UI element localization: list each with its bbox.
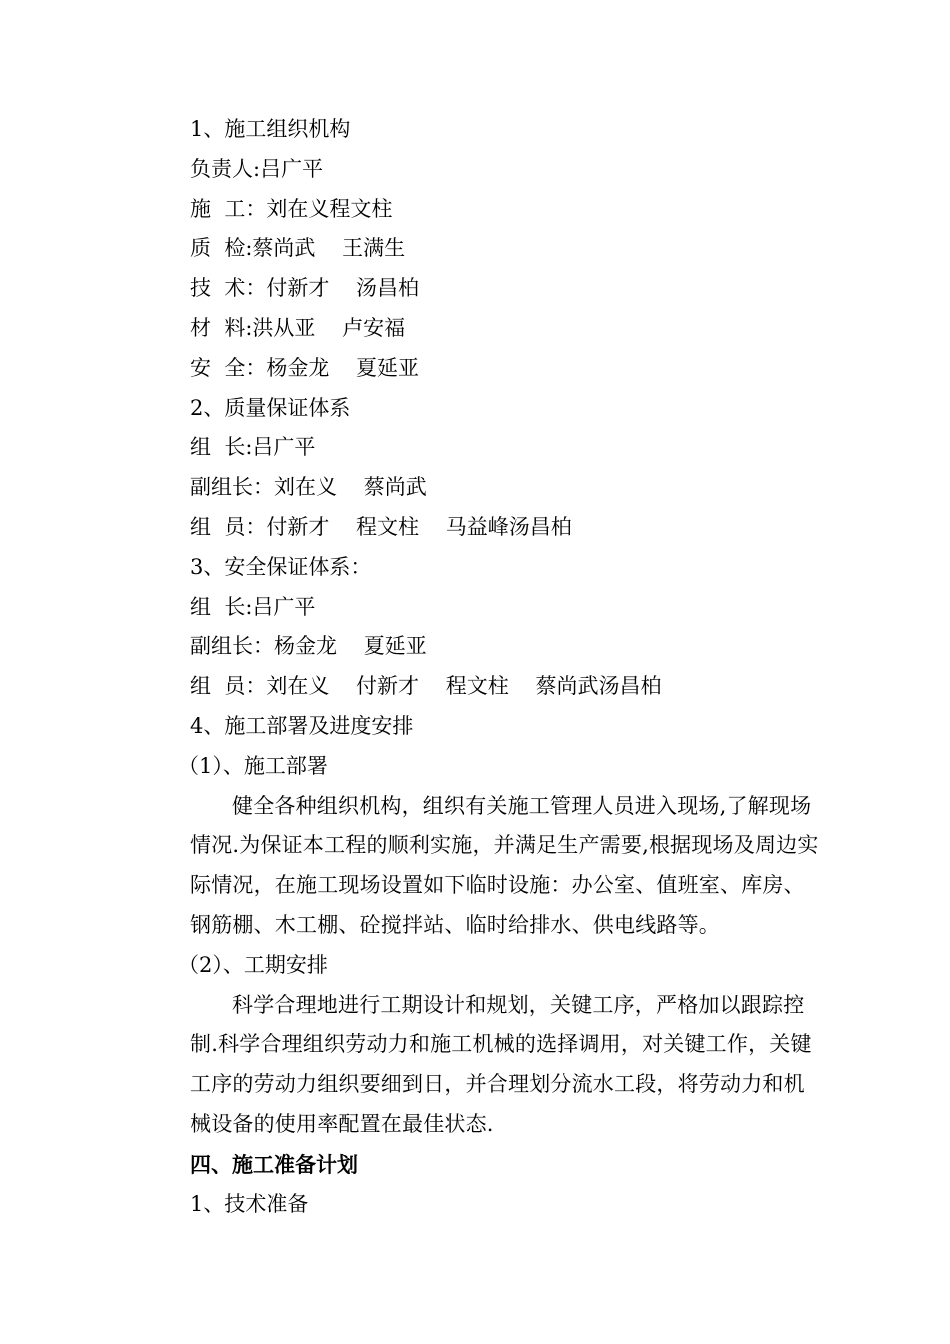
paragraph-line: 际情况，在施工现场设置如下临时设施：办公室、值班室、库房、: [190, 873, 805, 898]
paragraph-schedule: [148, 986, 812, 1145]
paragraph-line: 科学合理地进行工期设计和规划，关键工序，严格加以跟踪控: [232, 992, 805, 1017]
subsection-title-schedule: （2）、工期安排: [178, 952, 328, 977]
paragraph-line: 制.科学合理组织劳动力和施工机械的选择调用，对关键工作，关键: [190, 1032, 812, 1057]
paragraph-line: 情况.为保证本工程的顺利实施，并满足生产需要,根据现场及周边实: [190, 833, 819, 858]
subsection-title-deployment: （1）、施工部署: [178, 753, 328, 778]
text-line: 安 全：杨金龙 夏延亚: [190, 355, 420, 380]
text-line: 副组长：刘在义 蔡尚武: [190, 475, 427, 500]
section-title-safety: 3、安全保证体系：: [190, 554, 372, 579]
paragraph-line: 械设备的使用率配置在最佳状态.: [190, 1111, 494, 1136]
paragraph-line: 健全各种组织机构，组织有关施工管理人员进入现场,了解现场: [232, 793, 812, 818]
chapter-heading: 四、施工准备计划: [190, 1151, 358, 1177]
text-line: 组 员：付新才 程文柱 马益峰汤昌柏: [190, 514, 572, 539]
section-title-deployment: 4、施工部署及进度安排: [190, 713, 414, 738]
text-line: 组 长:吕广平: [190, 435, 316, 460]
text-line: 技 术：付新才 汤昌柏: [190, 276, 420, 301]
text-line: 副组长：杨金龙 夏延亚: [190, 634, 427, 659]
text-line: 组 员：刘在义 付新才 程文柱 蔡尚武汤昌柏: [190, 674, 662, 699]
paragraph-line: 钢筋棚、木工棚、砼搅拌站、临时给排水、供电线路等。: [190, 912, 720, 937]
text-line: 组 长:吕广平: [190, 594, 316, 619]
text-line: 施 工：刘在义程文柱: [190, 196, 393, 221]
text-line: 质 检:蔡尚武 王满生: [190, 236, 406, 261]
document-page: [148, 110, 819, 1224]
text-line: 材 料:洪从亚 卢安福: [190, 315, 406, 340]
text-line: 负责人:吕广平: [190, 156, 324, 181]
paragraph-deployment: [148, 787, 819, 946]
section-title-technical: 1、技术准备: [190, 1191, 309, 1216]
paragraph-line: 工序的劳动力组织要细到日，并合理划分流水工段，将劳动力和机: [190, 1072, 805, 1097]
section-title-organization: 1、施工组织机构: [190, 117, 351, 141]
section-title-quality: 2、质量保证体系: [190, 395, 351, 420]
